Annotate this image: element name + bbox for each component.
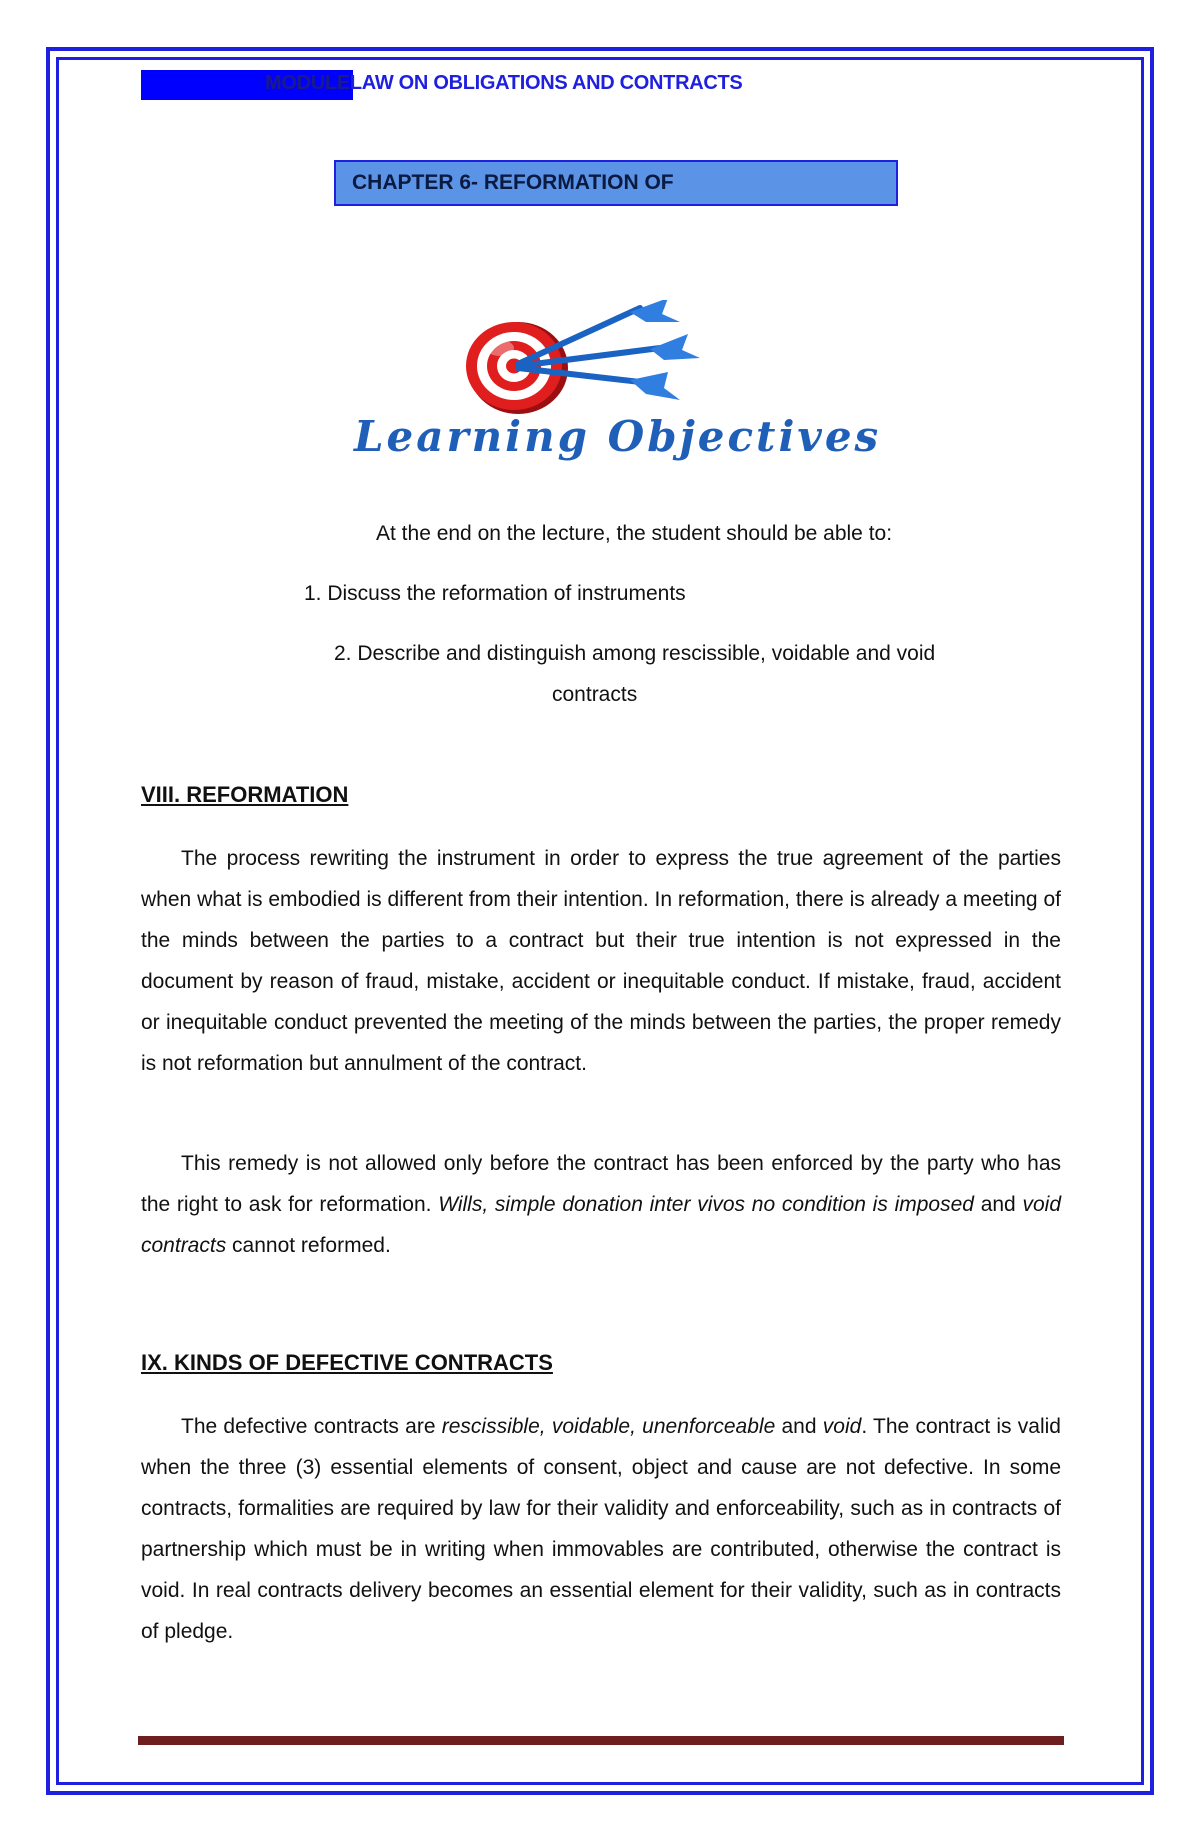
reformation-paragraph-2 (141, 1143, 1061, 1266)
section-heading-reformation: VIII. REFORMATION (141, 782, 349, 807)
learning-objectives-label: Learning Objectives (354, 412, 882, 461)
defective-contracts-paragraph (141, 1406, 1061, 1652)
def-text-e: . The contract is valid when the three (3) essential elements of consent, object and cause are not defective. In some contracts, formalities are required by law for their validity and enforceability, such as in contracts of partnership which must be in writing when immovables are contributed, otherwise the contract is void. In real contracts delivery becomes an essential element for their validity, such as in contracts of pledge. (141, 1415, 1061, 1643)
chapter-title: CHAPTER 6- REFORMATION OF (352, 171, 674, 194)
def-text-a: The defective contracts are (181, 1415, 442, 1438)
def-italic-kinds: rescissible, voidable, unenforceable (441, 1415, 776, 1438)
section-heading-defective-contracts: IX. KINDS OF DEFECTIVE CONTRACTS (141, 1350, 553, 1375)
objective-item-2: 2. Describe and distinguish among rescissible, voidable and void (334, 642, 936, 665)
chapter-title-box (334, 160, 898, 206)
module-header-prefix: MODULE (265, 72, 350, 94)
module-header-title: LAW ON OBLIGATIONS AND CONTRACTS (349, 72, 743, 94)
para2-text-a: This remedy is not allowed only before the contract has been enforced by the party who has the right to ask for reformation. (141, 1152, 1061, 1216)
para2-italic-void: void contracts (141, 1193, 1062, 1257)
objectives-intro: At the end on the lecture, the student should be able to: (376, 522, 893, 545)
footer-rule (138, 1736, 1064, 1745)
def-italic-void: void (822, 1415, 862, 1438)
para2-italic-wills: Wills, simple donation inter vivos no condition is imposed (438, 1193, 974, 1216)
para2-text-c: and (973, 1193, 1023, 1216)
objective-item-1: 1. Discuss the reformation of instruments (304, 582, 686, 605)
reformation-paragraph-1: The process rewriting the instrument in order to express the true agreement of the parties when what is embodied is different from their intention. In reformation, there is already a meeting of the minds between the parties to a contract but their true intention is not expressed in the document by reason of fraud, mistake, accident or inequitable conduct. If mistake, fraud, accident or inequitable conduct prevented the meeting of the minds between the parties, the proper remedy is not reformation but annulment of the contract. (141, 847, 1061, 1075)
learning-objectives-logo (350, 300, 882, 470)
def-text-c: and (775, 1415, 823, 1438)
objective-item-2-continuation: contracts (552, 683, 638, 706)
para2-text-e: cannot reformed. (226, 1234, 391, 1257)
module-header (265, 72, 742, 95)
